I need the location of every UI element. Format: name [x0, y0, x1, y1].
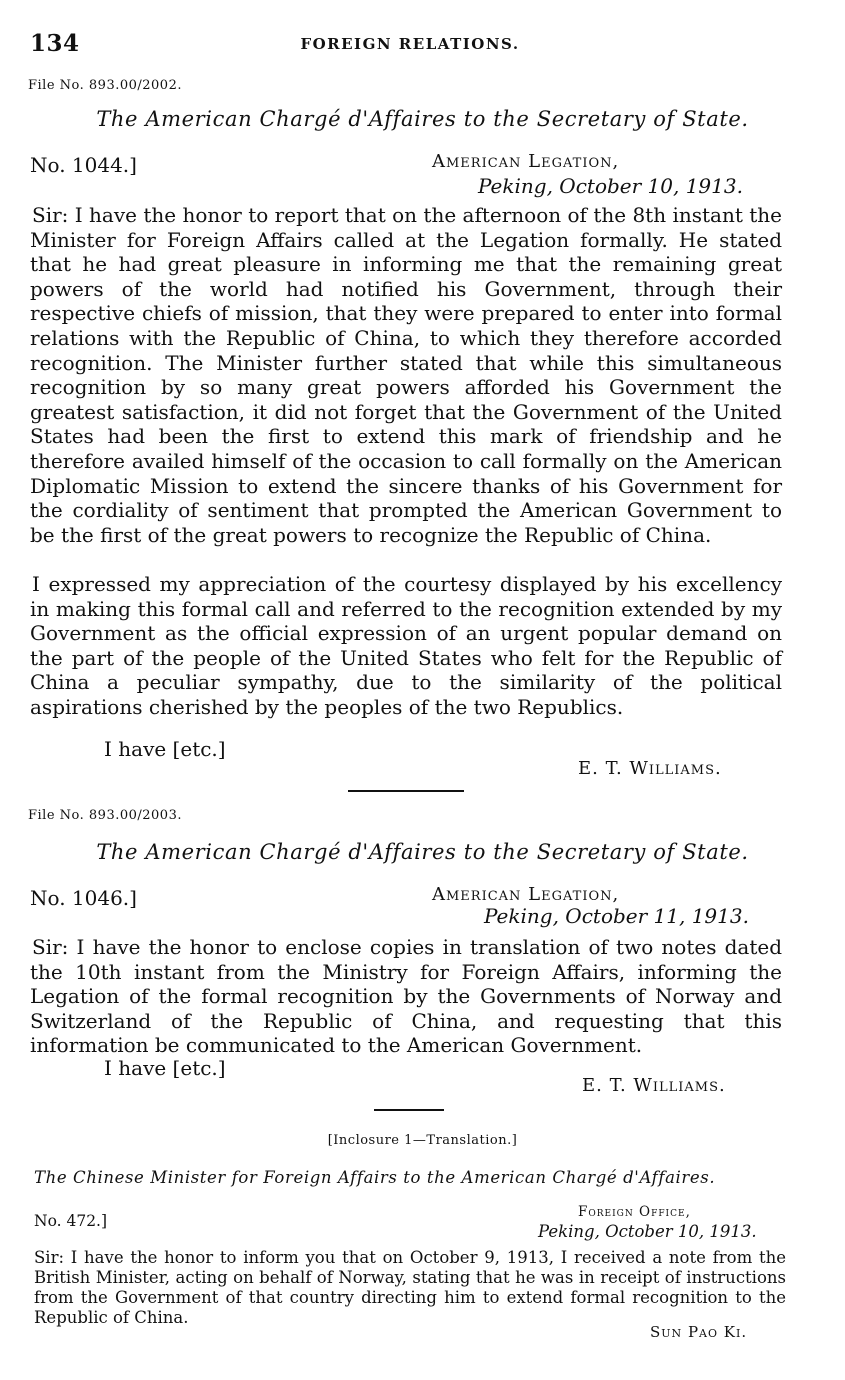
enclosure-label: [Inclosure 1—Translation.]	[327, 1133, 518, 1148]
paragraph-1a: Sir: I have the honor to report that on the afternoon of the 8th instant the Minister for Foreign Affairs called at the Legation formally. He stated that he had great pleasure in informing me that the remaining great powers of the world had notified his Government, through their respective chiefs of mission, that they were prepared to enter into formal relations with the Republic of China, to which they therefore accorded recognition. The Minister further stated that while this simultaneous recognition by so many great powers afforded his Government the greatest satisfaction, it did not forget that the Government of the United States had been the first to extend this mark of friendship and he therefore availed himself of the occasion to call formally on the American Diplomatic Mission to extend the sincere thanks of his Government for the cordiality of sentiment that prompted the American Government to be the first of the great powers to recognize the Republic of China.	[30, 203, 782, 547]
page-number: 134	[30, 30, 80, 57]
paragraph-2: Sir: I have the honor to enclose copies in translation of two notes dated the 10th instant from the Ministry for Foreign Affairs, informing the Legation of the formal recognition by the Governments of Norway and Switzerland of the Republic of China, and requesting that this information be communicated to the American Government.	[30, 935, 782, 1058]
signature-1: E. T. Williams.	[578, 758, 722, 779]
legation-1: American Legation,	[432, 151, 620, 172]
despatch-number-1: No. 1044.]	[30, 153, 137, 177]
date-line-2: Peking, October 11, 1913.	[484, 904, 749, 928]
signature-2: E. T. Williams.	[582, 1075, 726, 1096]
heading-2: The American Chargé d'Affaires to the Secretary of State.	[96, 840, 749, 864]
legation-2: American Legation,	[432, 884, 620, 905]
section-divider-2	[374, 1109, 444, 1111]
enclosure-heading: The Chinese Minister for Foreign Affairs to the American Chargé d'Affaires.	[34, 1168, 716, 1187]
closing-1: I have [etc.]	[104, 737, 226, 761]
section-divider-1	[348, 790, 464, 792]
foreign-office: Foreign Office,	[578, 1204, 691, 1220]
date-line-1: Peking, October 10, 1913.	[478, 174, 743, 198]
despatch-number-2: No. 1046.]	[30, 886, 137, 910]
enclosure-signature: Sun Pao Ki.	[650, 1323, 748, 1341]
running-title: FOREIGN RELATIONS.	[300, 35, 520, 53]
heading-1: The American Chargé d'Affaires to the Secretary of State.	[96, 107, 749, 131]
enclosure-date-line: Peking, October 10, 1913.	[538, 1222, 757, 1241]
closing-2: I have [etc.]	[104, 1056, 226, 1080]
file-number-2: File No. 893.00/2003.	[28, 808, 182, 823]
running-head	[30, 30, 790, 58]
file-number-1: File No. 893.00/2002.	[28, 78, 182, 93]
enclosure-note-number: No. 472.]	[34, 1212, 108, 1230]
enclosure-paragraph: Sir: I have the honor to inform you that on October 9, 1913, I received a note from the British Minister, acting on behalf of Norway, stating that he was in receipt of instructions from the Government of that country directing him to extend formal recognition to the Republic of China.	[34, 1248, 786, 1327]
paragraph-1b: I expressed my appreciation of the courtesy displayed by his excellency in making this formal call and referred to the recognition extended by my Government as the official expression of an urgent popular demand on the part of the people of the United States who felt for the Republic of China a peculiar sympathy, due to the similarity of the political aspirations cherished by the peoples of the two Republics.	[30, 572, 782, 719]
